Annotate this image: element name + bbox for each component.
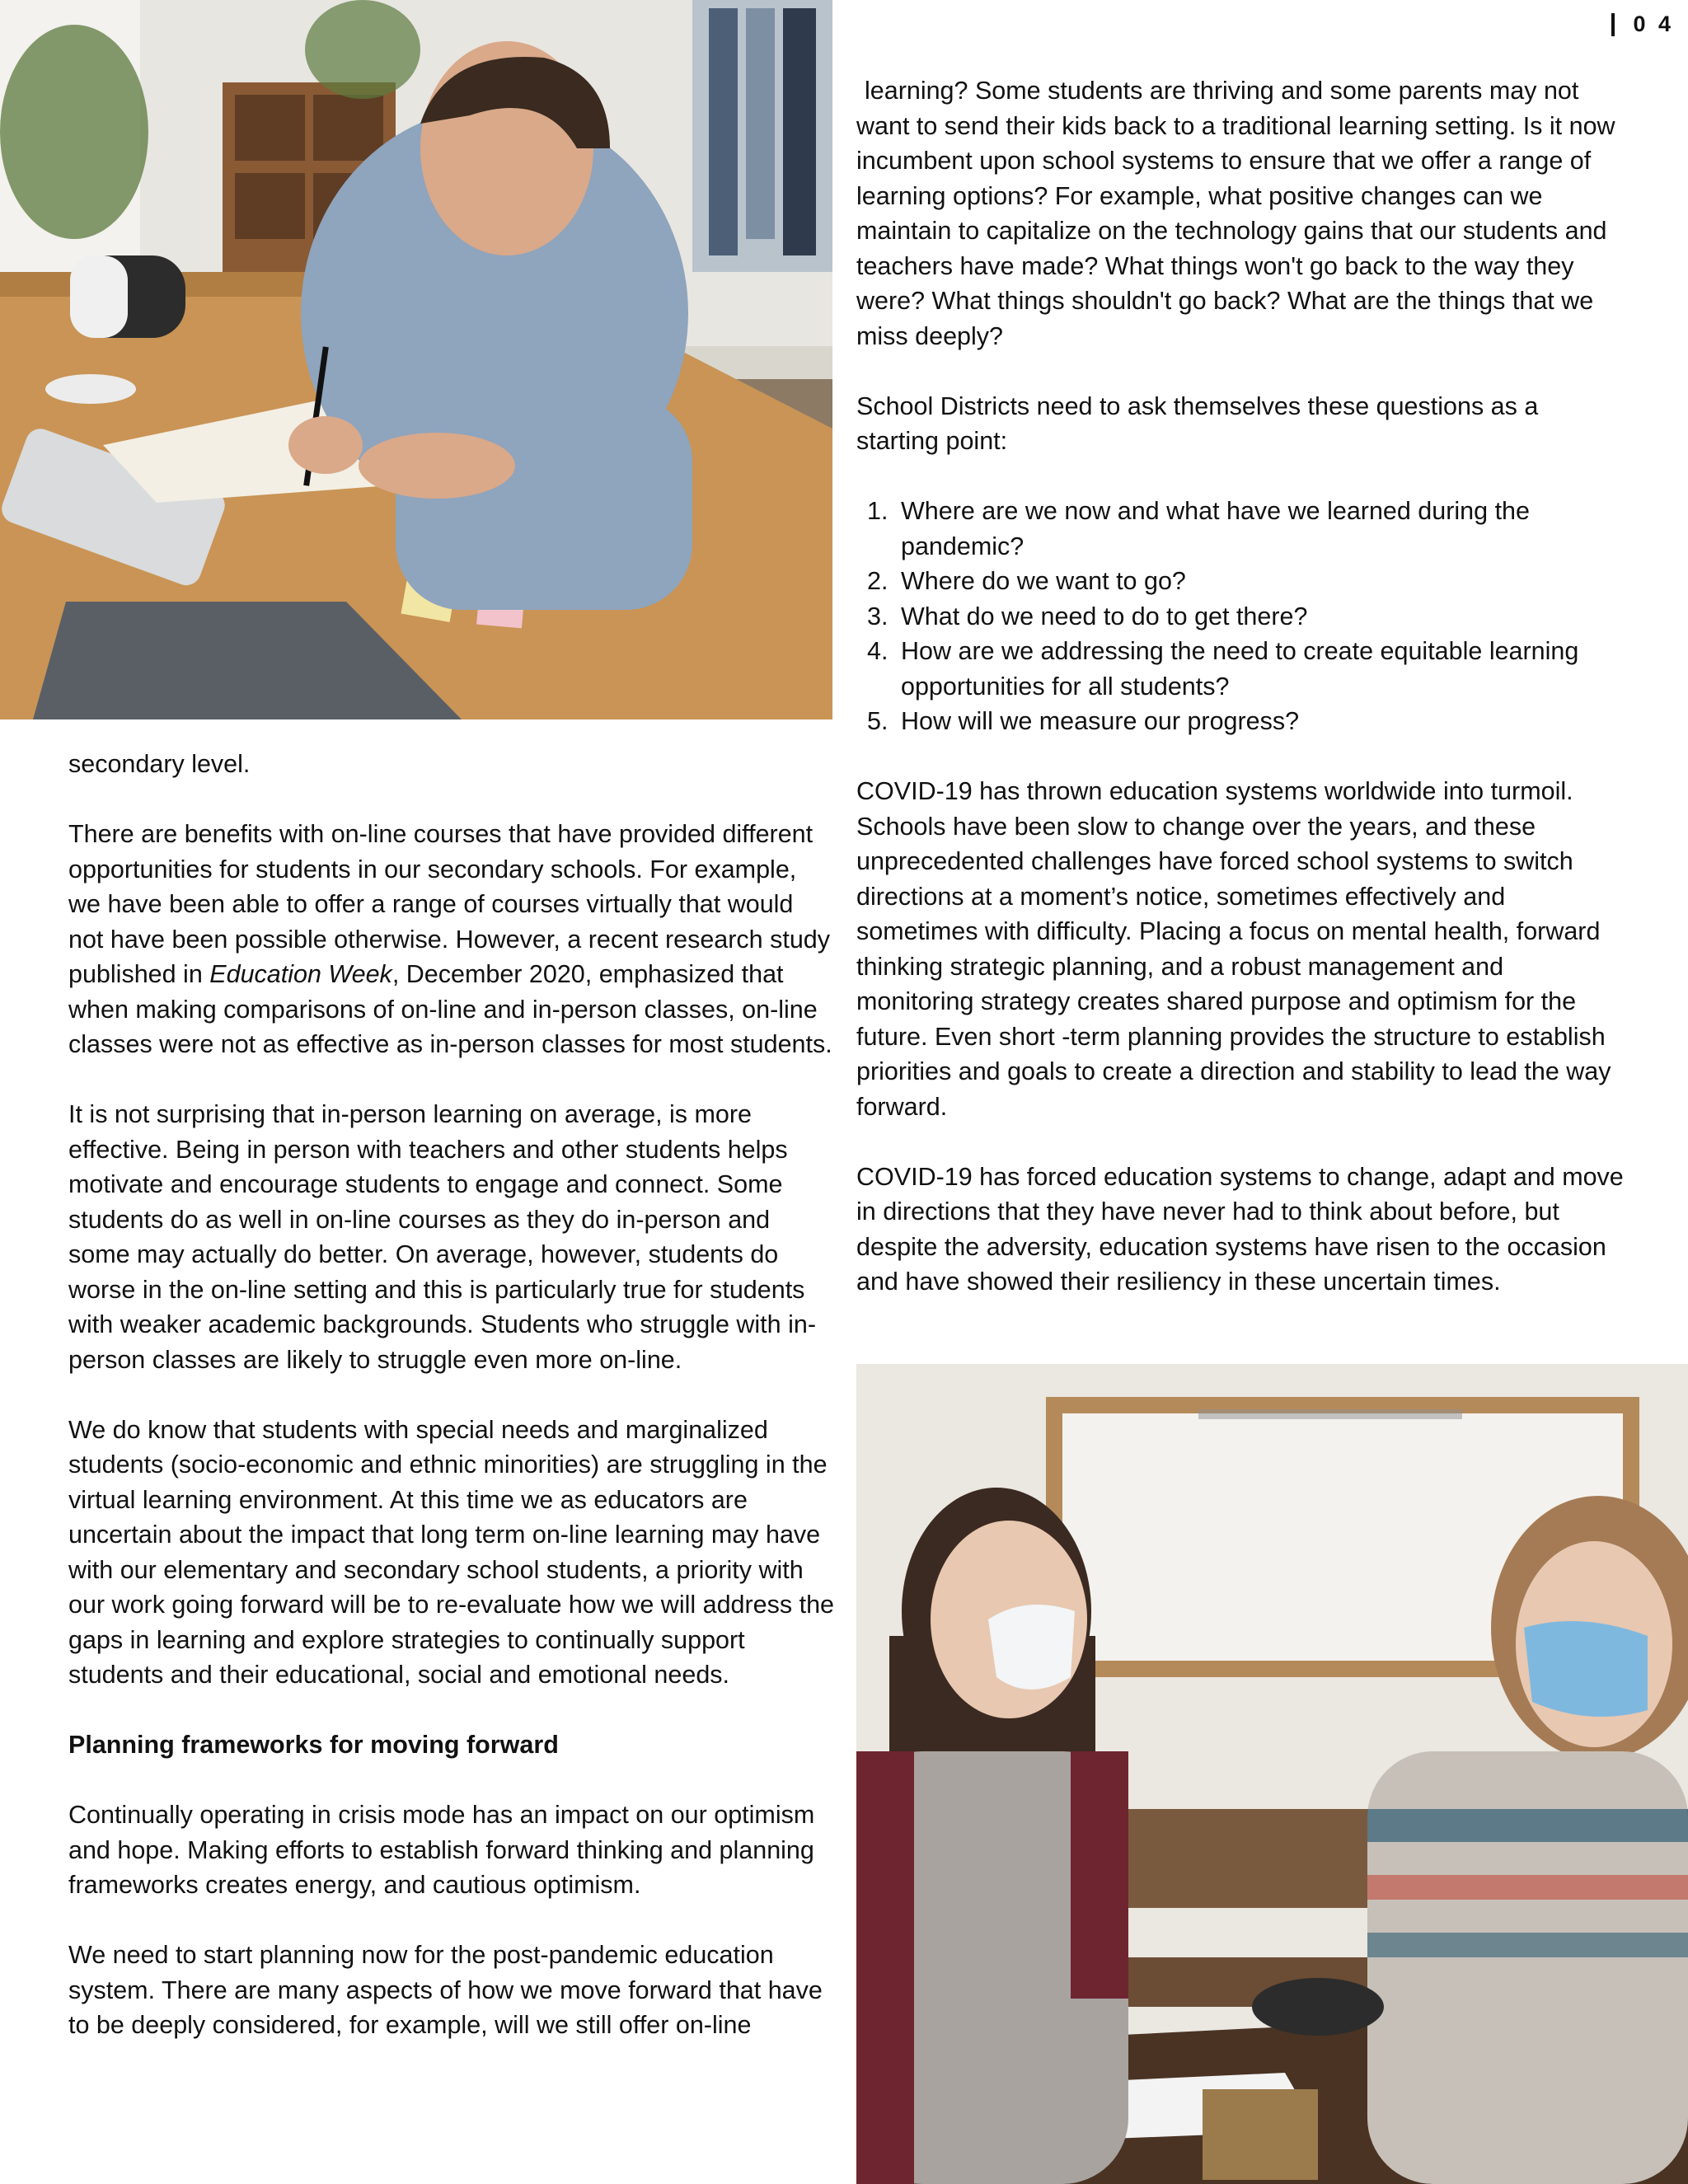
- photo-student-writing-illustration: [0, 0, 832, 719]
- paragraph: Continually operating in crisis mode has an impact on our optimism and hope. Making efforts to establish forward thinking and planning frameworks creates energy, and cautious optimism.: [68, 1801, 815, 1899]
- page-number-divider: [1611, 13, 1615, 36]
- paragraph: It is not surprising that in-person learning on average, is more effective. Being in person with teachers and other students helps motivate and encourage students to engage and connect. Some students do as well in on-line courses as they do in-person and some may actually do better. On average, however, students do worse in the on-line setting and this is particularly true for students with weaker academic backgrounds. Students who struggle with in-person classes are likely to struggle even more on-line.: [68, 1100, 816, 1374]
- list-item: [856, 634, 1627, 704]
- paragraph: School Districts need to ask themselves these questions as a starting point:: [856, 391, 1539, 455]
- list-item-text: Where do we want to go?: [901, 567, 1186, 595]
- list-number: 5.: [867, 707, 889, 735]
- list-item: [856, 704, 1627, 739]
- paragraph: COVID-19 has thrown education systems worldwide into turmoil. Schools have been slow to change over the years, and these unprecedented challenges have forced school systems to switch directions at a moment’s notice, sometimes effectively and sometimes with difficulty. Placing a focus on mental health, forward thinking strategic planning, and a robust management and monitoring strategy creates shared purpose and optimism for the future. Even short -term planning provides the structure to establish priorities and goals to create a direction and stability to lead the way forward.: [856, 777, 1611, 1121]
- photo-student-writing: [0, 0, 832, 719]
- list-item-text: What do we need to do to get there?: [901, 602, 1308, 630]
- paragraph: COVID-19 has forced education systems to change, adapt and move in directions that they have never had to think about before, but despite the adversity, education systems have risen to the occasion and have showed their resiliency in these uncertain times.: [856, 1162, 1624, 1296]
- paragraph: We do know that students with special needs and marginalized students (socio-economic and ethnic minorities) are struggling in the virtual learning environment. At this time we as educators are uncertain about the impact that long term on-line learning may have with our elementary and secondary school students, a priority with our work going forward will be to re-evaluate how we will address the gaps in learning and explore strategies to continually support students and their educational, social and emotional needs.: [68, 1415, 834, 1689]
- paragraph: We need to start planning now for the post-pandemic education system. There are many aspects of how we move forward that have to be deeply considered, for example, will we still offer on-line: [68, 1941, 823, 2039]
- photo-masked-students: [856, 1364, 1688, 2184]
- list-number: 2.: [867, 567, 889, 595]
- paragraph-education-week: [68, 817, 835, 1062]
- list-number: 3.: [867, 602, 889, 630]
- list-number: 4.: [867, 637, 889, 665]
- right-column: [856, 73, 1627, 1300]
- paragraph: learning? Some students are thriving and some parents may not want to send their kids back to a traditional learning setting. Is it now incumbent upon school systems to ensure that we offer a range of learning options? For example, what positive changes can we maintain to capitalize on the technology gains that our students and teachers have made? What things won't go back to the way they were? What things shouldn't go back? What are the things that we miss deeply?: [856, 77, 1615, 350]
- list-item-text: Where are we now and what have we learned during the pandemic?: [901, 497, 1530, 560]
- list-item: [856, 494, 1627, 564]
- list-item-text: How will we measure our progress?: [901, 707, 1300, 735]
- publication-title: Education Week: [209, 960, 392, 988]
- paragraph: secondary level.: [68, 750, 251, 778]
- page-number: [1611, 12, 1674, 37]
- list-item: [856, 564, 1627, 599]
- list-item: [856, 599, 1627, 635]
- left-column: [68, 747, 835, 2043]
- list-number: 1.: [867, 497, 889, 525]
- list-item-text: How are we addressing the need to create equitable learning opportunities for all students?: [901, 637, 1579, 701]
- questions-list: [856, 494, 1627, 739]
- section-heading: Planning frameworks for moving forward: [68, 1731, 559, 1759]
- paragraph-text: There are benefits with on-line courses that have provided different opportunities for students in our secondary schools. For example, we have been able to offer a range of courses virtually that would not have been possible otherwise. However, a recent research study published in: [68, 820, 830, 988]
- page-number-text: 0 4: [1633, 12, 1674, 36]
- photo-masked-students-illustration: [856, 1364, 1688, 2184]
- paragraph-text: , December 2020, emphasized that when making comparisons of on-line and in-person classes, on-line classes were not as effective as in-person classes for most students.: [68, 960, 832, 1058]
